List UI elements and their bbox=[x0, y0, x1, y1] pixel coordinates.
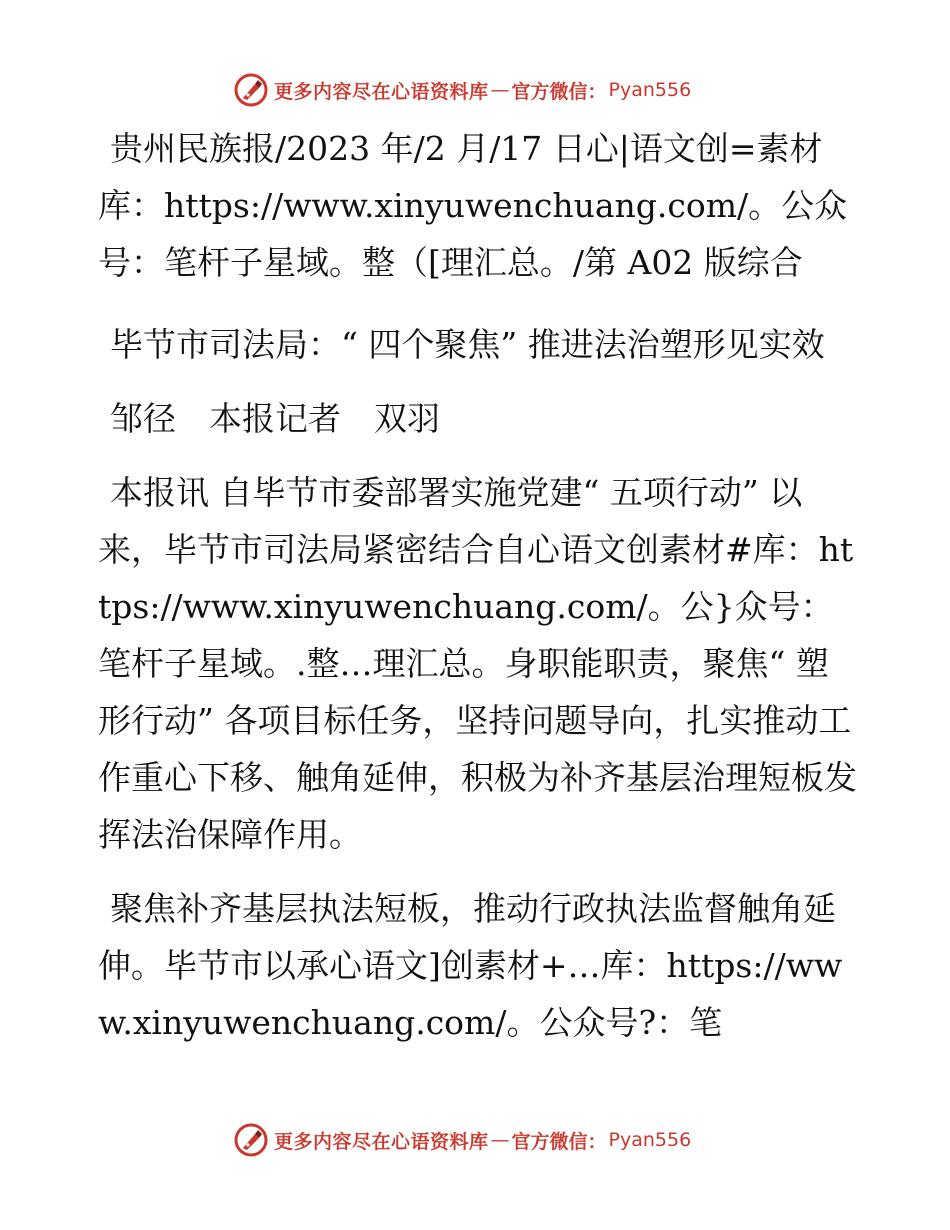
article-header: 贵州民族报/2023 年/2 月/17 日心|语文创=素材库：https://www.xinyuwenchuang.com/。公众号：笔杆子星域。整（[理汇总。/第 A02 版综合 bbox=[98, 129, 848, 282]
banner-official-label: 官方微信 bbox=[511, 1130, 588, 1153]
article-title: 毕节市司法局：“ 四个聚焦” 推进法治塑形见实效 bbox=[110, 325, 825, 364]
banner-dash: — bbox=[490, 1129, 510, 1151]
promo-banner-top bbox=[234, 70, 754, 110]
fountain-pen-logo-icon bbox=[234, 1123, 268, 1157]
banner-promo-text: 更多内容尽在心语资料库 bbox=[274, 1130, 489, 1153]
banner-official-label: 官方微信 bbox=[511, 80, 588, 103]
article-body bbox=[98, 120, 858, 1051]
article-byline: 邹径 本报记者 双羽 bbox=[110, 399, 440, 438]
banner-wechat-id: Pyan556 bbox=[608, 1129, 692, 1151]
banner-colon: ： bbox=[587, 1130, 607, 1153]
article-paragraph-2: 聚焦补齐基层执法短板，推动行政执法监督触角延伸。毕节市以承心语文]创素材+…库：https://www.xinyuwenchuang.com/。公众号?：笔 bbox=[98, 889, 843, 1042]
banner-dash: — bbox=[490, 79, 510, 101]
banner-colon: ： bbox=[587, 80, 607, 103]
banner-wechat-id: Pyan556 bbox=[608, 79, 692, 101]
promo-banner-bottom bbox=[234, 1120, 754, 1160]
banner-promo-text: 更多内容尽在心语资料库 bbox=[274, 80, 489, 103]
fountain-pen-logo-icon bbox=[234, 73, 268, 107]
article-paragraph-1: 本报讯 自毕节市委部署实施党建“ 五项行动” 以来，毕节市司法局紧密结合自心语文创素材#库：https://www.xinyuwenchuang.com/。公}众号：笔杆子星域。.整…理汇总。身职能职责，聚焦“ 塑形行动” 各项目标任务，坚持问题导向，扎实推动工作重心下移、触角延伸，积极为补齐基层治理短板发挥法治保障作用。 bbox=[98, 473, 857, 854]
